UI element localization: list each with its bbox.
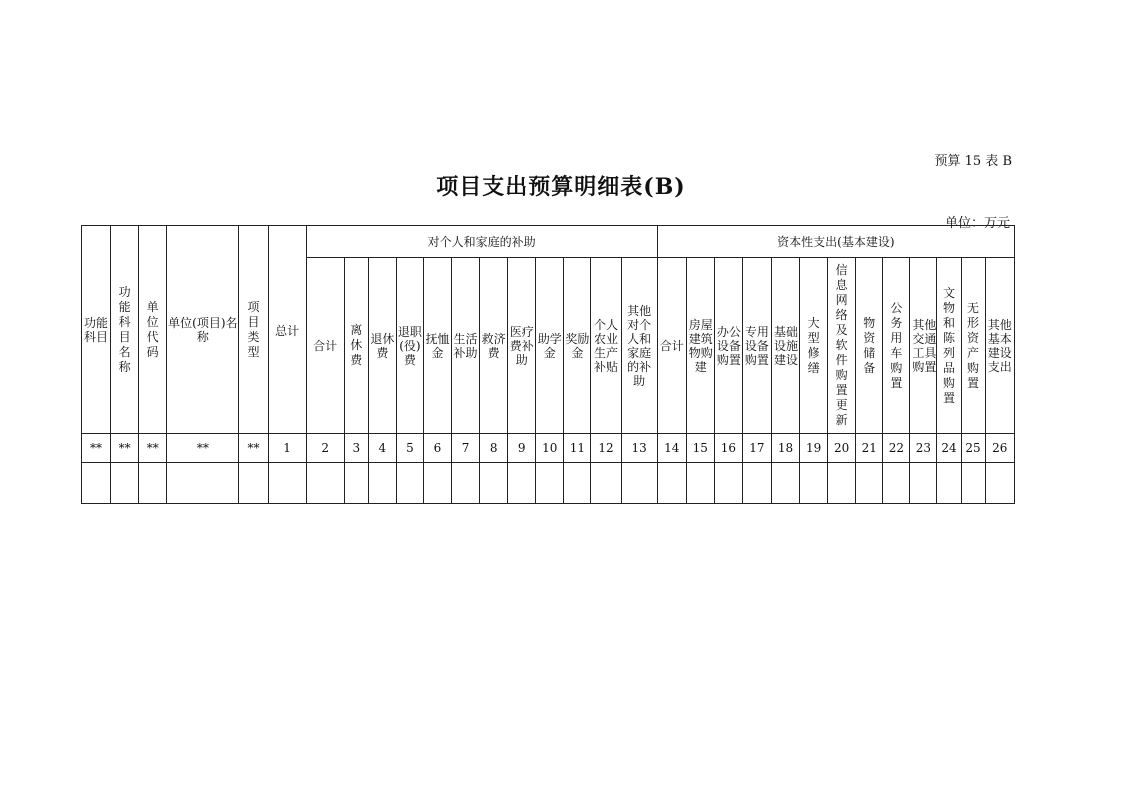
- index-cell: 7: [452, 434, 480, 463]
- header-official-vehicle: 公务用车购置: [883, 258, 910, 434]
- data-cell: [714, 463, 742, 504]
- data-cell: [268, 463, 306, 504]
- data-cell: [396, 463, 423, 504]
- data-cell: [856, 463, 883, 504]
- index-cell: 26: [985, 434, 1014, 463]
- index-cell: **: [111, 434, 139, 463]
- header-intangible: 无形资产购置: [961, 258, 985, 434]
- data-cell: [771, 463, 799, 504]
- data-cell: [564, 463, 591, 504]
- index-cell: 1: [268, 434, 306, 463]
- data-cell: [536, 463, 564, 504]
- index-cell: 11: [564, 434, 591, 463]
- header-cultural-relics: 文物和陈列品购置: [937, 258, 961, 434]
- index-cell: 19: [800, 434, 828, 463]
- data-cell: [985, 463, 1014, 504]
- header-major-repair: 大型修缮: [800, 258, 828, 434]
- data-cell: [686, 463, 714, 504]
- header-infrastructure: 基础设施建设: [771, 258, 799, 434]
- data-cell: [591, 463, 621, 504]
- data-cell: [239, 463, 268, 504]
- header-other-capital: 其他基本建设支出: [985, 258, 1014, 434]
- data-cell: [480, 463, 508, 504]
- data-cell: [82, 463, 111, 504]
- header-retirement-tuizhi: 退职(役)费: [396, 258, 423, 434]
- data-cell: [452, 463, 480, 504]
- header-farm-subsidy: 个人农业生产补贴: [591, 258, 621, 434]
- header-func-subject-name: 功能科目名称: [111, 226, 139, 434]
- header-material-reserve: 物资储备: [856, 258, 883, 434]
- page-title: 项目支出预算明细表(B): [436, 174, 686, 200]
- header-award: 奖励金: [564, 258, 591, 434]
- header-func-subject: 功能科目: [82, 226, 111, 434]
- header-retirement-tuixiu: 退休费: [368, 258, 396, 434]
- index-cell: 5: [396, 434, 423, 463]
- index-cell: 9: [508, 434, 536, 463]
- data-cell: [742, 463, 771, 504]
- index-cell: 20: [828, 434, 856, 463]
- index-cell: 16: [714, 434, 742, 463]
- group-capital: 资本性支出(基本建设): [657, 226, 1014, 258]
- data-cell: [306, 463, 344, 504]
- header-unit-code: 单位代码: [139, 226, 167, 434]
- budget-table: [81, 225, 1015, 504]
- data-cell: [368, 463, 396, 504]
- data-cell: [800, 463, 828, 504]
- header-transport-tools: 其他交通工具购置: [910, 258, 937, 434]
- data-row: [82, 463, 1015, 504]
- data-cell: [111, 463, 139, 504]
- data-cell: [139, 463, 167, 504]
- header-pension: 抚恤金: [423, 258, 451, 434]
- header-capital-sum: 合计: [657, 258, 686, 434]
- index-cell: 22: [883, 434, 910, 463]
- index-cell: **: [82, 434, 111, 463]
- index-cell: 18: [771, 434, 799, 463]
- header-student-aid: 助学金: [536, 258, 564, 434]
- header-it-network: 信息网络及软件购置更新: [828, 258, 856, 434]
- index-cell: **: [239, 434, 268, 463]
- data-cell: [828, 463, 856, 504]
- index-cell: 21: [856, 434, 883, 463]
- header-other-subsidy: 其他对个人和家庭的补助: [621, 258, 657, 434]
- header-medical: 医疗费补助: [508, 258, 536, 434]
- index-cell: 14: [657, 434, 686, 463]
- header-special-equip: 专用设备购置: [742, 258, 771, 434]
- header-project-type: 项目类型: [239, 226, 268, 434]
- index-cell: 8: [480, 434, 508, 463]
- data-cell: [423, 463, 451, 504]
- index-cell: 4: [368, 434, 396, 463]
- index-cell: 15: [686, 434, 714, 463]
- index-cell: 6: [423, 434, 451, 463]
- header-building: 房屋建筑物购建: [686, 258, 714, 434]
- form-code: 预算 15 表 B: [934, 154, 1012, 169]
- header-relief: 救济费: [480, 258, 508, 434]
- unit-label: 单位：万元: [944, 216, 1010, 231]
- index-row: [82, 434, 1015, 463]
- header-retirement-lixiu: 离休费: [344, 258, 368, 434]
- index-cell: 3: [344, 434, 368, 463]
- data-cell: [910, 463, 937, 504]
- index-cell: 13: [621, 434, 657, 463]
- index-cell: 12: [591, 434, 621, 463]
- header-unit-name: 单位(项目)名称: [167, 226, 239, 434]
- data-cell: [883, 463, 910, 504]
- index-cell: 10: [536, 434, 564, 463]
- index-cell: 2: [306, 434, 344, 463]
- data-cell: [621, 463, 657, 504]
- index-cell: **: [167, 434, 239, 463]
- data-cell: [167, 463, 239, 504]
- data-cell: [961, 463, 985, 504]
- index-cell: 23: [910, 434, 937, 463]
- index-cell: 25: [961, 434, 985, 463]
- data-cell: [508, 463, 536, 504]
- index-cell: 17: [742, 434, 771, 463]
- index-cell: 24: [937, 434, 961, 463]
- data-cell: [657, 463, 686, 504]
- index-cell: **: [139, 434, 167, 463]
- header-living-subsidy: 生活补助: [452, 258, 480, 434]
- data-cell: [344, 463, 368, 504]
- group-subsidy: 对个人和家庭的补助: [306, 226, 657, 258]
- data-cell: [937, 463, 961, 504]
- header-subsidy-sum: 合计: [306, 258, 344, 434]
- header-total: 总计: [268, 226, 306, 434]
- header-office-equip: 办公设备购置: [714, 258, 742, 434]
